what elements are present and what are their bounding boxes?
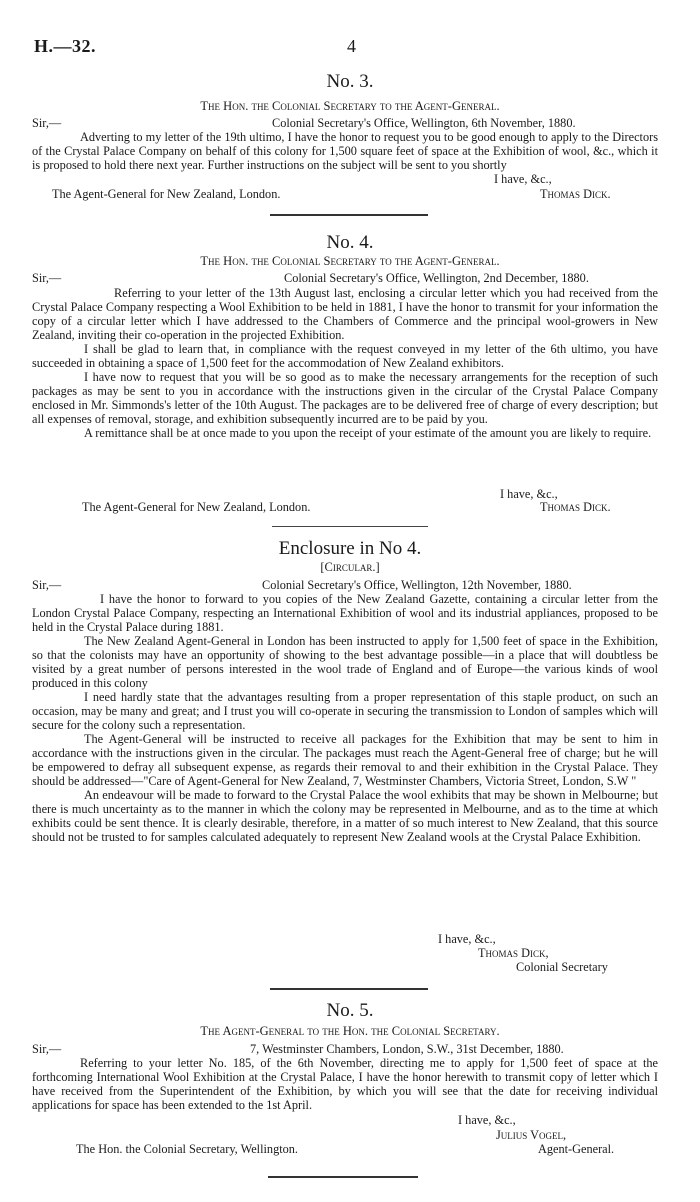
enclosure-paragraph: I need hardly state that the advantages resulting from a proper representation of this staple product, on such an occasion, may be many and great; and I trust you will co-operate in securing the transmission to London of samples which will secure for the colony such a representation. (32, 690, 658, 732)
enclosure-paragraph: An endeavour will be made to forward to the Crystal Palace the wool exhibits that may be shown in Melbourne; but there is much uncertainty as to the manner in which the colony may be represented in Melbourne, and as to the time at which exhibits could be sent thence. It is clearly desirable, therefore, in a matter of so much interest to New Zealand, that this source should not be trusted to for samples calculated adequately to represent New Zealand wools at the Crystal Palace Exhibition. (32, 788, 658, 844)
letter-5-address: 7, Westminster Chambers, London, S.W., 31st December, 1880. (250, 1042, 564, 1056)
letter-4-body (32, 286, 658, 440)
letter-5-salutation: Sir,— (32, 1042, 62, 1056)
letter-5-route: The Agent-General to the Hon. the Colonial Secretary. (200, 1024, 500, 1038)
enclosure-salutation: Sir,— (32, 578, 62, 592)
letter-4-paragraph: I shall be glad to learn that, in compliance with the request conveyed in my letter of the 6th ultimo, you have succeeded in obtaining a space of 1,500 feet for the accommodation of New Zealand exhibitors. (32, 342, 658, 370)
letter-5-body (32, 1056, 658, 1112)
section-divider (268, 1176, 418, 1178)
letter-4-title: No. 4. (326, 232, 374, 253)
enclosure-paragraph: I have the honor to forward to you copies of the New Zealand Gazette, containing a circular letter from the London Crystal Palace Company, respecting an International Exhibition of wool and its industrial appliances, proposed to be held in the Crystal Palace during 1881. (32, 592, 658, 634)
letter-3-address: Colonial Secretary's Office, Wellington, 6th November, 1880. (272, 116, 576, 130)
letter-4-paragraph: Referring to your letter of the 13th August last, enclosing a circular letter which you had received from the Crystal Palace Company respecting a Wool Exhibition to be held in 1881, I have the honor to transmit for your information the copy of a circular letter which I have addressed to the Chambers of Commerce and the principal wool-growers in New Zealand, inviting their co-operation in the projected Exhibition. (32, 286, 658, 342)
letter-4-paragraph: A remittance shall be at once made to you upon the receipt of your estimate of the amount you are likely to require. (84, 426, 652, 440)
enclosure-address: Colonial Secretary's Office, Wellington, 12th November, 1880. (262, 578, 572, 592)
enclosure-title: Enclosure in No 4. (278, 538, 422, 559)
letter-4-address: Colonial Secretary's Office, Wellington, 2nd December, 1880. (284, 271, 589, 285)
document-reference: H.—32. (34, 36, 97, 56)
letter-3-recipient: The Agent-General for New Zealand, London. (52, 187, 281, 201)
letter-5-title: No. 5. (326, 1000, 374, 1021)
letter-3-title: No. 3. (326, 71, 374, 92)
letter-5-signature: Julius Vogel, (496, 1128, 567, 1142)
letter-4-signature: Thomas Dick. (540, 500, 611, 514)
letter-3-salutation: Sir,— (32, 116, 62, 130)
letter-4-paragraph: I have now to request that you will be so good as to make the necessary arrangements for the reception of such packages as may be sent to you in accordance with the instructions given in the circular of the Crystal Palace Company enclosed in Mr. Simmonds's letter of the 10th August. The packages are to be delivered free of charge of every description; but all expenses of removal, storage, and exhibition subsequently incurred are to be paid by you. (32, 370, 658, 426)
section-divider (270, 214, 428, 216)
letter-5-paragraph: Referring to your letter No. 185, of the 6th November, directing me to apply for 1,500 feet of space at the forthcoming International Wool Exhibition at the Crystal Palace, I have the honor herewith to transmit copy of letter which I have received from the Superintendent of the Exhibition, by which you will see that the date for receiving individual applications for space has been extended to the 1st April. (32, 1056, 658, 1112)
page-number: 4 (347, 36, 356, 56)
enclosure-paragraph: The New Zealand Agent-General in London has been instructed to apply for 1,500 feet of space in the Exhibition, so that the colonists may have an opportunity of showing to the best advantage possible—in a place that will doubtless be visited by a great number of persons interested in the wool trade of England and of Europe—the various kinds of wool produced in this colony (32, 634, 658, 690)
enclosure-body (32, 592, 658, 844)
letter-4-recipient: The Agent-General for New Zealand, London. (82, 500, 311, 514)
letter-5-signature-title: Agent-General. (538, 1142, 615, 1156)
letter-3-route: The Hon. the Colonial Secretary to the Agent-General. (200, 99, 500, 113)
letter-3-closing: I have, &c., (494, 172, 552, 186)
section-divider (272, 526, 428, 527)
letter-3-signature: Thomas Dick. (540, 187, 611, 201)
letter-5-closing: I have, &c., (458, 1113, 516, 1127)
enclosure-label: [Circular.] (320, 560, 380, 574)
letter-3-paragraph: Adverting to my letter of the 19th ultimo, I have the honor to request you to be good enough to apply to the Directors of the Crystal Palace Company on behalf of this colony for 1,500 square feet of space at the Exhibition of wool, &c., which it is proposed to hold there next year. Further instructions on the subject will be sent to you shortly (32, 130, 658, 172)
enclosure-closing: I have, &c., (438, 932, 496, 946)
enclosure-paragraph: The Agent-General will be instructed to receive all packages for the Exhibition that may be sent to him in accordance with the instructions given in the circular. The packages must reach the Agent-General free of charge; but he will be empowered to defray all subsequent expense, as regards their removal to and their exhibition in the Crystal Palace. They should be addressed—"Care of Agent-General for New Zealand, 7, Westminster Chambers, Victoria Street, London, S.W " (32, 732, 658, 788)
letter-3-body (32, 130, 658, 172)
enclosure-signature-title: Colonial Secretary (516, 960, 608, 974)
letter-4-salutation: Sir,— (32, 271, 62, 285)
letter-4-route: The Hon. the Colonial Secretary to the Agent-General. (200, 254, 500, 268)
letter-5-recipient: The Hon. the Colonial Secretary, Wellington. (76, 1142, 299, 1156)
section-divider (270, 988, 428, 990)
enclosure-signature: Thomas Dick, (478, 946, 549, 960)
letter-4-closing: I have, &c., (500, 487, 558, 501)
